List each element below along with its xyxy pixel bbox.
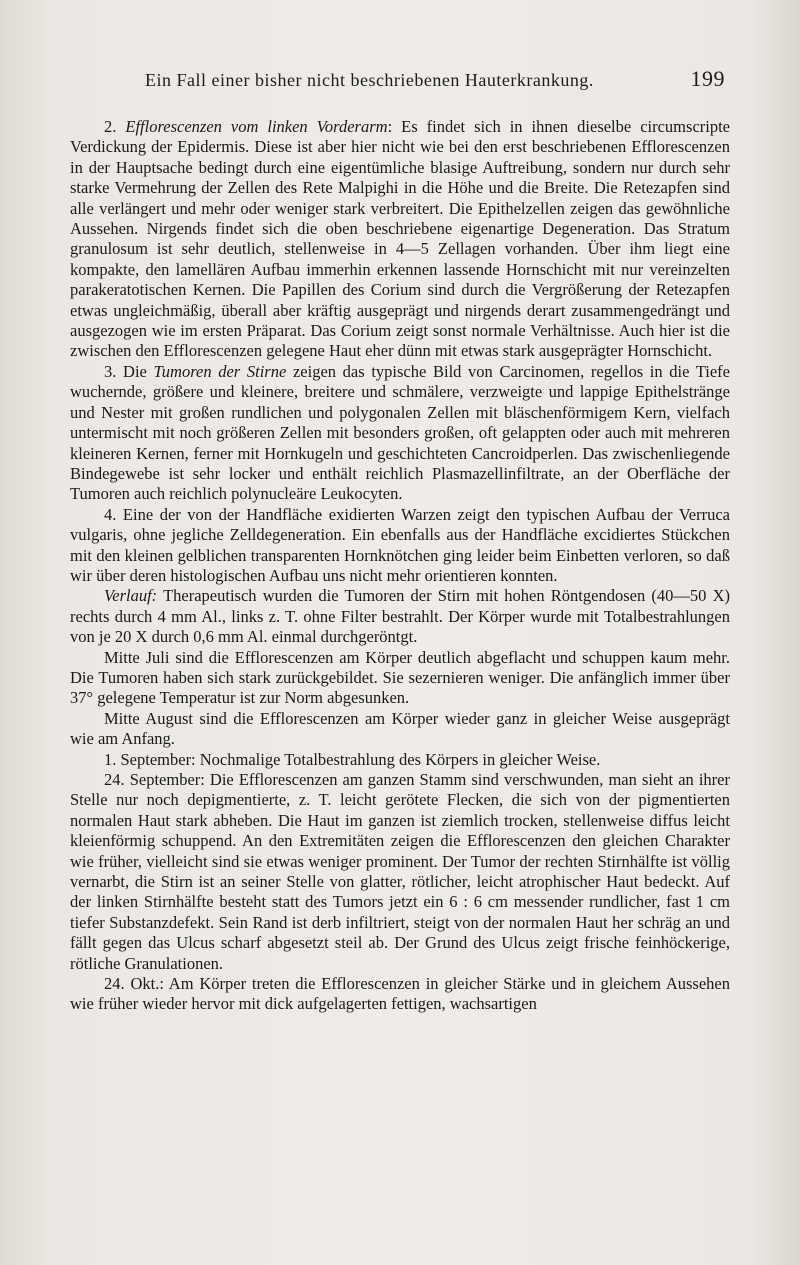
paragraph-text: Therapeutisch wurden die Tumoren der Stirn mit hohen Röntgendosen (40—50 X) rechts durch 4 mm Al., links z. T. ohne Filter bestrahlt. Der Körper wurde mit Totalbestrahlungen von je 20 X durch 0,6 mm Al. einmal durchgeröntgt. [70,586,730,647]
paragraph-lead: 3. Die [104,361,154,381]
paragraph-tumoren-stirne [70,362,730,505]
paragraph-1-september [70,750,730,770]
paragraph-italic-heading: Verlauf: [104,586,158,606]
paragraph-italic-heading: Tumoren der Stirne [153,361,287,381]
running-head [145,66,725,92]
running-title: Ein Fall einer bisher nicht beschriebenen Hauterkrankung. [145,70,594,90]
body-text [70,117,730,1015]
paragraph-24-oktober [70,974,730,1015]
paragraph-text: : Es findet sich in ihnen dieselbe circumscripte Verdickung der Epidermis. Diese ist aber hier nicht wie bei den erst beschriebenen Efflorescenzen in der Hauptsache bedingt durch eine eigentümliche blasige Auftreibung, sondern nur durch sehr starke Vermehrung der Zellen des Rete Malpighi in die Höhe und die Breite. Die Retezapfen sind alle verlängert und mehr oder weniger stark verbreitert. Die Epithelzellen zeigen das gewöhnliche Aussehen. Nirgends findet sich die oben beschriebene eigenartige Degeneration. Das Stratum granulosum ist sehr deutlich, stellenweise in 4—5 Zellagen vorhanden. Über ihm liegt eine kompakte, den lamellären Aufbau immerhin erkennen lassende Hornschicht mit nur vereinzelten parakeratotischen Kernen. Die Papillen des Corium sind durch die Vergrößerung der Retezapfen etwas ungleichmäßig, überall aber kräftig ausgeprägt und nirgends derart zusammengedrängt und ausgezogen wie im ersten Präparat. Das Corium zeigt sonst normale Verhältnisse. Auch hier ist die zwischen den Efflorescenzen gelegene Haut eher dünn mit etwas stark ausgeprägter Hornschicht. [70,117,731,361]
paragraph-text: 24. Okt.: Am Körper treten die Efflorescenzen in gleicher Stärke und in gleichem Aussehen wie früher wieder hervor mit dick aufgelagerten fettigen, wachsartigen [70,974,730,1014]
paragraph-text: 24. September: Die Efflorescenzen am ganzen Stamm sind verschwunden, man sieht an ihrer Stelle nur noch depigmentierte, z. T. leicht gerötete Flecken, die sich von der pigmentierten normalen Haut stark abheben. Die Haut im ganzen ist ziemlich trocken, stellenweise diffus leicht kleienförmig schuppend. An den Extremitäten zeigen die Efflorescenzen den gleichen Charakter wie früher, vielleicht sind sie etwas weniger prominent. Der Tumor der rechten Stirnhälfte ist völlig vernarbt, die Stirn ist an seiner Stelle von glatter, rötlicher, leicht atrophischer Haut bedeckt. Auf der linken Stirnhälfte besteht statt des Tumors jetzt ein 6 : 6 cm messender rundlicher, fast 1 cm tiefer Substanzdefekt. Sein Rand ist derb infiltriert, steigt von der normalen Haut her schräg an und fällt gegen das Ulcus scharf abgesetzt steil ab. Der Grund des Ulcus zeigt frische feinhöckerige, rötliche Granulationen. [70,770,730,973]
paragraph-efflorescenzen-vorderarm [70,117,730,362]
paragraph-text: Mitte Juli sind die Efflorescenzen am Körper deutlich abgeflacht und schuppen kaum mehr. Die Tumoren haben sich stark zurückgebildet. Sie sezernieren weniger. Die anfänglich immer über 37° gelegene Temperatur ist zur Norm abgesunken. [70,647,730,708]
paragraph-text: 4. Eine der von der Handfläche exidierten Warzen zeigt den typischen Aufbau der Verruca vulgaris, ohne jegliche Zelldegeneration. Ein ebenfalls aus der Handfläche excidiertes Stückchen mit den kleinen gelblichen transparenten Hornknötchen ging leider beim Einbetten verloren, so daß wir über deren histologischen Aufbau uns nicht mehr orientieren konnten. [70,504,730,585]
page-number: 199 [690,66,725,91]
paragraph-lead: 2. [104,117,126,136]
paragraph-24-september [70,770,730,974]
paragraph-text: 1. September: Nochmalige Totalbestrahlung des Körpers in gleicher Weise. [104,749,601,769]
paragraph-italic-heading: Efflorescenzen vom linken Vorderarm [125,117,388,136]
paragraph-text: Mitte August sind die Efflorescenzen am Körper wieder ganz in gleicher Weise ausgeprägt wie am Anfang. [70,708,730,749]
paragraph-verruca [70,505,730,587]
paragraph-mitte-august [70,709,730,750]
paragraph-text: zeigen das typische Bild von Carcinomen, regellos in die Tiefe wuchernde, größere und kleinere, breitere und schmälere, verzweigte und lappige Epithelstränge und Nester mit großen rundlichen und polygonalen Zellen mit bläschenförmigem Kern, vielfach untermischt mit noch größeren Zellen mit besonders großen, oft gelappten oder auch mit mehreren kleineren Kernen, ferner mit Hornkugeln und geschichteten Cancroidperlen. Das zwischenliegende Bindegewebe ist sehr locker und enthält reichlich Plasmazellinfiltrate, an der Oberfläche der Tumoren auch reichlich polynucleäre Leukocyten. [70,361,730,504]
paragraph-mitte-juli [70,648,730,709]
paragraph-verlauf [70,586,730,647]
